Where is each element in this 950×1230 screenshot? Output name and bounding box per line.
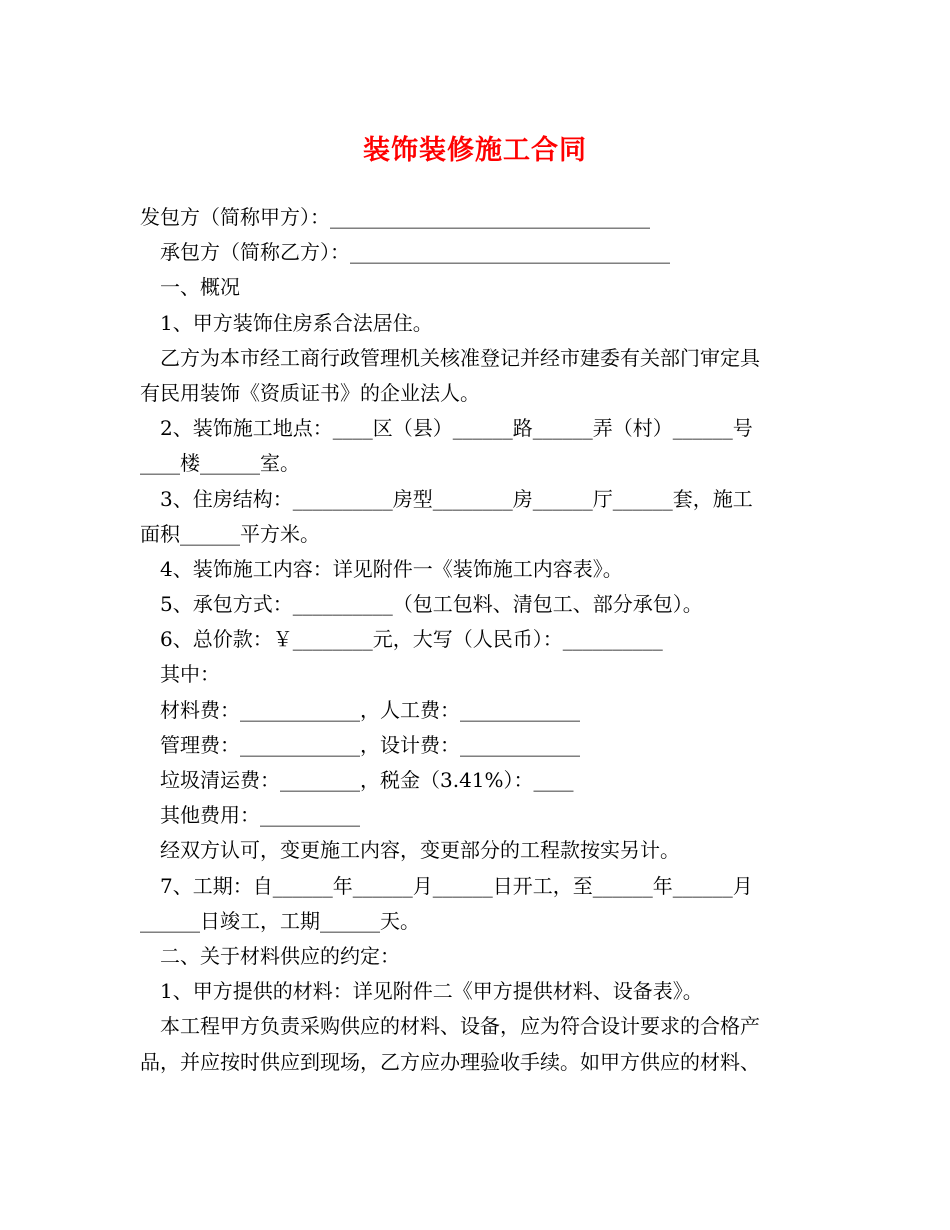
section-heading-materials: 二、关于材料供应的约定： bbox=[160, 943, 400, 968]
paragraph-line: 其中： bbox=[160, 662, 220, 687]
paragraph-line: 乙方为本市经工商行政管理机关核准登记并经市建委有关部门审定具 bbox=[160, 345, 760, 370]
clause-4: 4、装饰施工内容：详见附件一《装饰施工内容表》。 bbox=[160, 556, 623, 581]
clause-5: 5、承包方式：__________（包工包料、清包工、部分承包）。 bbox=[160, 592, 703, 617]
clause-3: 3、住房结构：__________房型________房______厅______套，施工 bbox=[160, 486, 753, 511]
paragraph-line: 面积______平方米。 bbox=[140, 521, 320, 546]
clause-1: 1、甲方装饰住房系合法居住。 bbox=[160, 310, 433, 335]
fee-line: 材料费：____________，人工费：____________ bbox=[160, 697, 580, 722]
paragraph-line: 有民用装饰《资质证书》的企业法人。 bbox=[140, 380, 480, 405]
paragraph-line: ______日竣工，工期______天。 bbox=[140, 908, 420, 933]
paragraph-line: 经双方认可，变更施工内容，变更部分的工程款按实另计。 bbox=[160, 838, 680, 863]
clause-materials-1: 1、甲方提供的材料：详见附件二《甲方提供材料、设备表》。 bbox=[160, 979, 703, 1004]
clause-6: 6、总价款：￥________元，大写（人民币）：__________ bbox=[160, 627, 663, 652]
fee-line: 管理费：____________，设计费：____________ bbox=[160, 732, 580, 757]
section-heading-overview: 一、概况 bbox=[160, 275, 240, 300]
paragraph-line: 品，并应按时供应到现场，乙方应办理验收手续。如甲方供应的材料、 bbox=[140, 1049, 760, 1074]
clause-7: 7、工期：自______年______月______日开工，至______年______月 bbox=[160, 873, 753, 898]
fee-line: 其他费用：__________ bbox=[160, 803, 360, 828]
party-b-line: 承包方（简称乙方）：________________________________ bbox=[160, 240, 670, 265]
document-title: 装饰装修施工合同 bbox=[363, 135, 587, 166]
paragraph-line: 本工程甲方负责采购供应的材料、设备，应为符合设计要求的合格产 bbox=[160, 1014, 760, 1039]
fee-line: 垃圾清运费：________，税金（3.41%）：____ bbox=[160, 768, 574, 792]
party-a-line: 发包方（简称甲方）：________________________________ bbox=[140, 205, 650, 229]
document-body bbox=[140, 200, 815, 1080]
paragraph-line: ____楼______室。 bbox=[140, 451, 300, 476]
clause-2: 2、装饰施工地点：____区（县）______路______弄（村）______号 bbox=[160, 416, 753, 441]
